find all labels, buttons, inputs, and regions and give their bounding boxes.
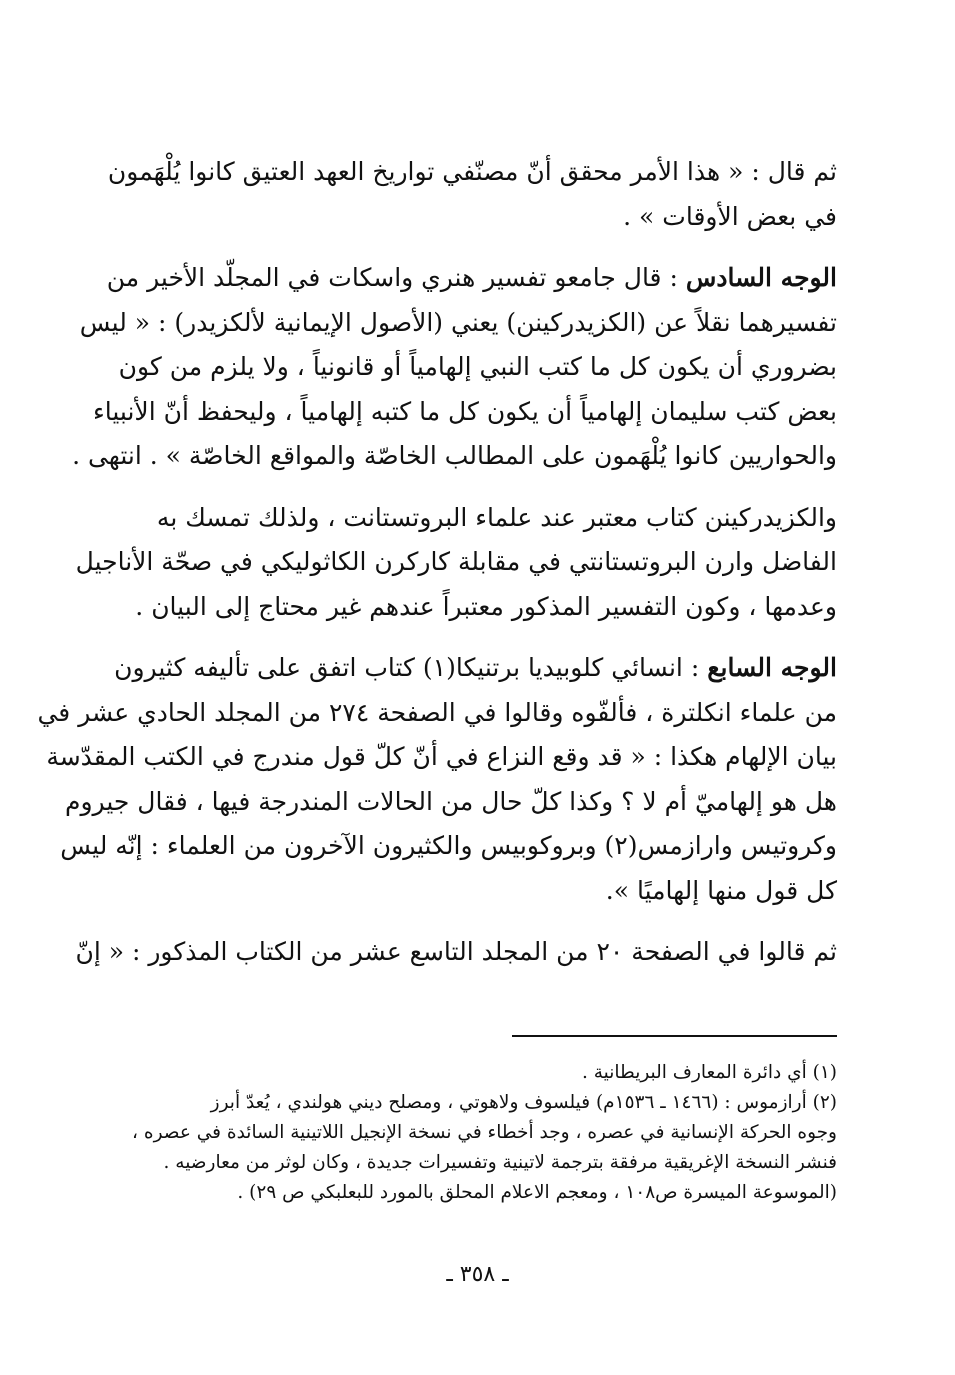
text-line: هل هو إلهاميّ أم لا ؟ وكذا كلّ حال من الحالات المندرجة فيها ، فقال جيروم bbox=[65, 786, 837, 816]
text-line: والكزيدركينن كتاب معتبر عند علماء البروتستانت ، ولذلك تمسك به bbox=[156, 502, 837, 532]
footnote-line: (الموسوعة الميسرة ص١٠٨ ، ومعجم الاعلام المحلق بالمورد للبعلبكي ص ٢٩) . bbox=[237, 1182, 837, 1203]
text-fragment: : قال جامعو تفسير هنري واسكات في المجلّد الأخير من bbox=[106, 263, 686, 292]
footnote-line: (١) أي دائرة المعارف البريطانية . bbox=[581, 1062, 837, 1083]
text-line: بيان الإلهام هكذا : « قد وقع النزاع في أنّ كلّ قول مندرج في الكتب المقدّسة bbox=[46, 742, 837, 771]
footnote-separator bbox=[512, 1035, 837, 1037]
footnote-line: وجوه الحركة الإنسانية في عصره ، وجد أخطاء في نسخة الإنجيل اللاتينية السائدة في عصره ، bbox=[132, 1122, 837, 1143]
text-line: والحواريين كانوا يُلْهَمون على المطالب الخاصّة والمواقع الخاصّة » . انتهى . bbox=[72, 441, 837, 470]
text-line: بضروري أن يكون كل ما كتب النبي إلهامياً أو قانونياً ، ولا يلزم من كون bbox=[118, 352, 837, 381]
footnote-1 bbox=[112, 1058, 837, 1088]
paragraph-3 bbox=[75, 496, 837, 630]
paragraph-4 bbox=[37, 646, 837, 913]
text-line-with-heading bbox=[112, 646, 837, 691]
footnote-line: (٢) أرازموس : (١٤٦٦ ـ ١٥٣٦م) فيلسوف ولاهوتي ، ومصلح ديني هولندي ، يُعدّ أبرز bbox=[210, 1092, 837, 1113]
paragraph-5 bbox=[75, 930, 837, 975]
text-line: وعدمها ، وكون التفسير المذكور معتبراً عندهم غير محتاج إلى البيان . bbox=[135, 591, 837, 621]
footnotes bbox=[112, 1058, 837, 1208]
text-line: في بعض الأوقات » . bbox=[623, 201, 837, 231]
text-line-with-heading bbox=[106, 256, 837, 301]
text-line: وكروتيس وارازمس(٢) وبروكوبيس والكثيرون الآخرون من العلماء : إنّه ليس bbox=[60, 831, 837, 860]
footnote-line: فنشر النسخة الإغريقية مرفقة بترجمة لاتينية وتفسيرات جديدة ، وكان لوثر من معارضيه . bbox=[163, 1152, 837, 1173]
text-line: ثم قالوا في الصفحة ٢٠ من المجلد التاسع عشر من الكتاب المذكور : « إنّ bbox=[75, 937, 837, 966]
paragraph-2 bbox=[72, 256, 837, 479]
footnote-2 bbox=[112, 1088, 837, 1208]
paragraph-1 bbox=[107, 150, 837, 239]
text-line: كل قول منها إلهاميًا ». bbox=[605, 875, 837, 905]
section-heading: الوجه السادس bbox=[685, 263, 837, 292]
main-text bbox=[37, 150, 837, 992]
text-line: من علماء انكلترة ، فألفّوه وقالوا في الصفحة ٢٧٤ من المجلد الحادي عشر في bbox=[37, 697, 837, 727]
text-line: الفاضل وارن البروتستانتي في مقابلة كاركرن الكاثوليكي في صحّة الأناجيل bbox=[75, 547, 837, 576]
section-heading: الوجه السابع bbox=[707, 653, 837, 682]
text-line: بعض كتب سليمان إلهامياً أن يكون كل ما كتبه إلهامياً ، وليحفظ أنّ الأنبياء bbox=[93, 396, 837, 426]
page-number: ـ ٣٥٨ ـ bbox=[446, 1262, 509, 1287]
text-fragment: : انسائي كلوبيديا برتنيكا(١) كتاب اتفق على تأليفه كثيرون bbox=[114, 653, 708, 682]
text-line: تفسيرهما نقلاً عن (الكزيدركينن) يعني (الأصول الإيمانية لألكزيدر) : « ليس bbox=[79, 307, 837, 337]
text-line: ثم قال : « هذا الأمر محقق أنّ مصنّفي تواريخ العهد العتيق كانوا يُلْهَمون bbox=[107, 157, 837, 186]
